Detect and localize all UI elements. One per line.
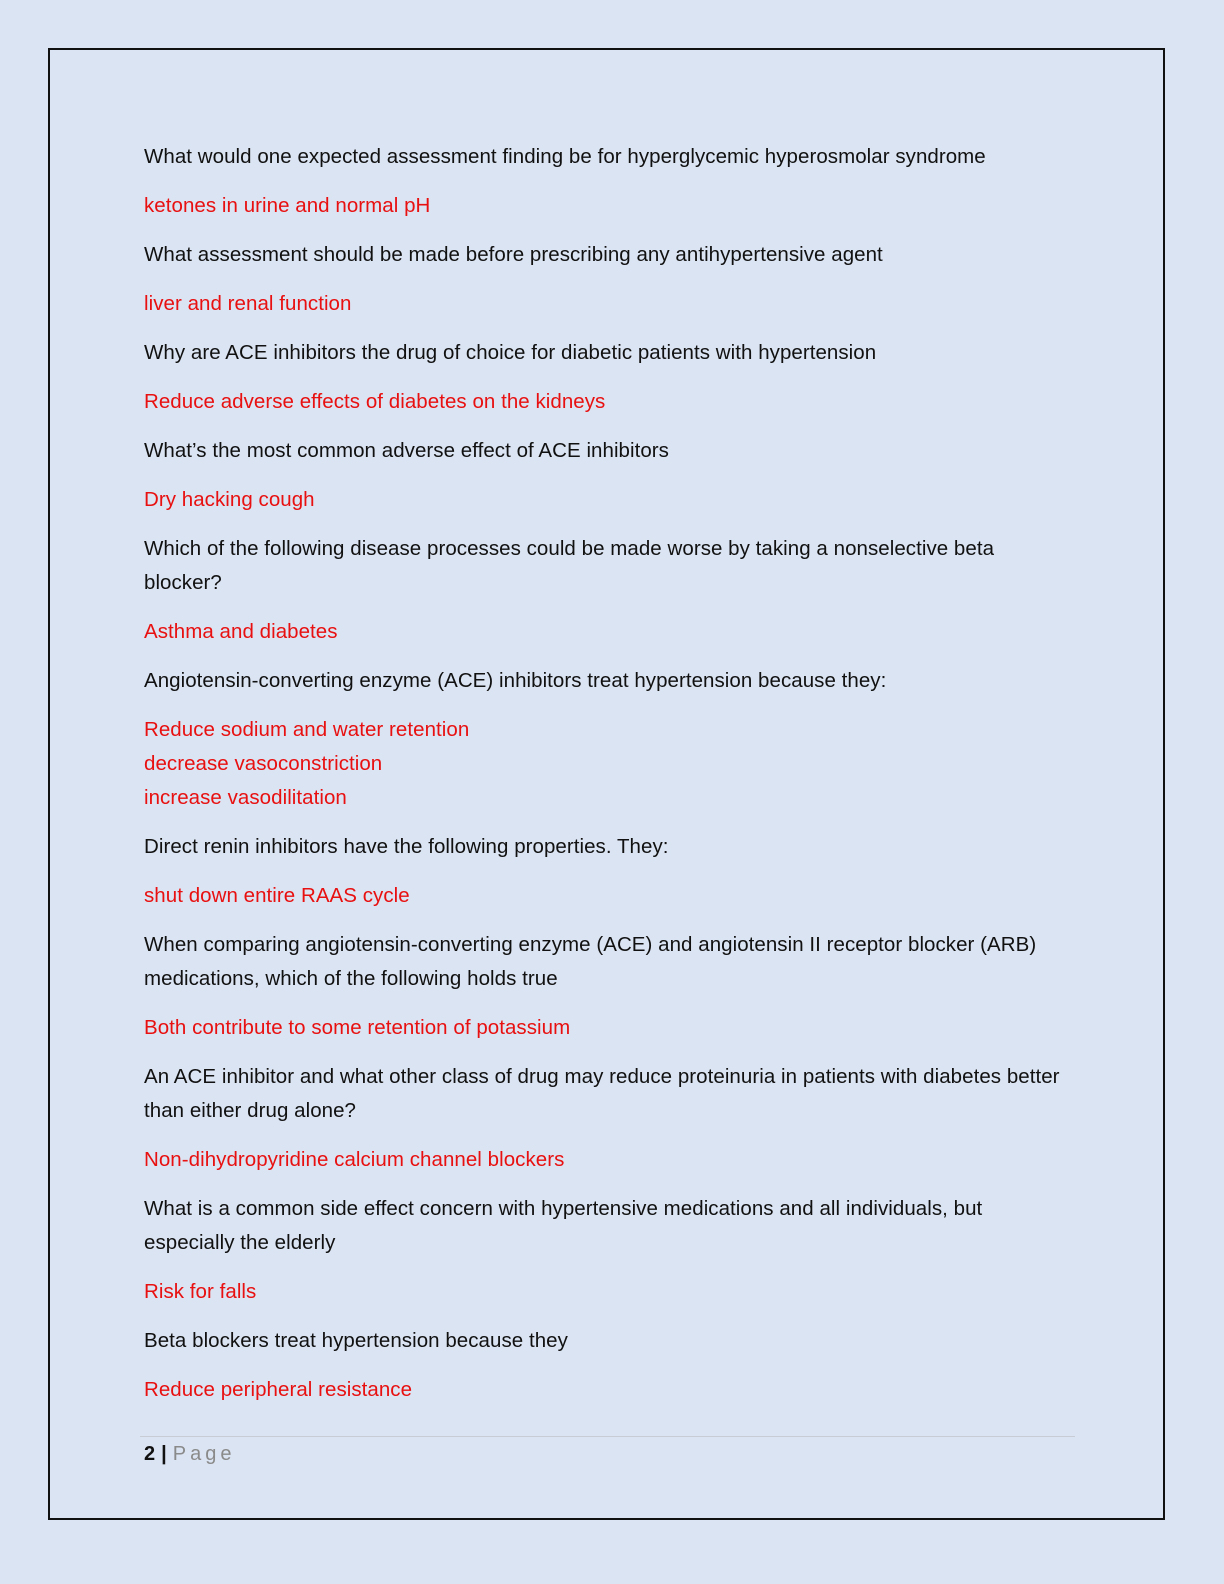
answer-block <box>144 385 1074 419</box>
answer-text: ketones in urine and normal pH <box>144 194 431 217</box>
answer-block <box>144 1011 1074 1045</box>
question-text: What would one expected assessment finding be for hyperglycemic hyperosmolar syndrome <box>144 145 986 168</box>
question-text: What assessment should be made before prescribing any antihypertensive agent <box>144 243 883 266</box>
page-label: Page <box>172 1443 236 1465</box>
question-text: Direct renin inhibitors have the following properties. They: <box>144 835 669 858</box>
answer-text: increase vasodilitation <box>144 786 347 809</box>
answer-text: Non-dihydropyridine calcium channel blockers <box>144 1148 565 1171</box>
document-body <box>144 140 1074 1422</box>
answer-text: shut down entire RAAS cycle <box>144 884 410 907</box>
answer-block <box>144 879 1074 913</box>
question-text: Why are ACE inhibitors the drug of choice for diabetic patients with hypertension <box>144 341 877 364</box>
footer-separator: | <box>161 1443 167 1465</box>
answer-text: Reduce peripheral resistance <box>144 1378 413 1401</box>
question-text: What’s the most common adverse effect of ACE inhibitors <box>144 439 669 462</box>
answer-block <box>144 189 1074 223</box>
answer-text: liver and renal function <box>144 292 352 315</box>
answer-block <box>144 287 1074 321</box>
answer-text: Both contribute to some retention of potassium <box>144 1016 571 1039</box>
question-text: What is a common side effect concern with hypertensive medications and all individuals, but especially the elderly <box>144 1197 983 1254</box>
answer-block <box>144 713 1074 815</box>
question-text: An ACE inhibitor and what other class of drug may reduce proteinuria in patients with diabetes better than either drug alone? <box>144 1065 1060 1122</box>
answer-text: Reduce adverse effects of diabetes on the kidneys <box>144 390 606 413</box>
answer-block <box>144 1275 1074 1309</box>
footer-divider <box>140 1436 1075 1437</box>
question-text: Which of the following disease processes could be made worse by taking a nonselective beta blocker? <box>144 537 995 594</box>
page-footer <box>144 1440 235 1468</box>
answer-text: Reduce sodium and water retention <box>144 718 470 741</box>
question-text: When comparing angiotensin-converting enzyme (ACE) and angiotensin II receptor blocker (ARB) medications, which of the following holds true <box>144 933 1037 990</box>
question-text: Beta blockers treat hypertension because they <box>144 1329 568 1352</box>
page-number: 2 <box>144 1443 156 1465</box>
answer-block <box>144 483 1074 517</box>
answer-text: Asthma and diabetes <box>144 620 338 643</box>
question-text: Angiotensin-converting enzyme (ACE) inhibitors treat hypertension because they: <box>144 669 887 692</box>
answer-block <box>144 615 1074 649</box>
answer-text: Dry hacking cough <box>144 488 315 511</box>
answer-text: Risk for falls <box>144 1280 257 1303</box>
answer-block <box>144 1143 1074 1177</box>
answer-text: decrease vasoconstriction <box>144 752 383 775</box>
answer-block <box>144 1373 1074 1407</box>
